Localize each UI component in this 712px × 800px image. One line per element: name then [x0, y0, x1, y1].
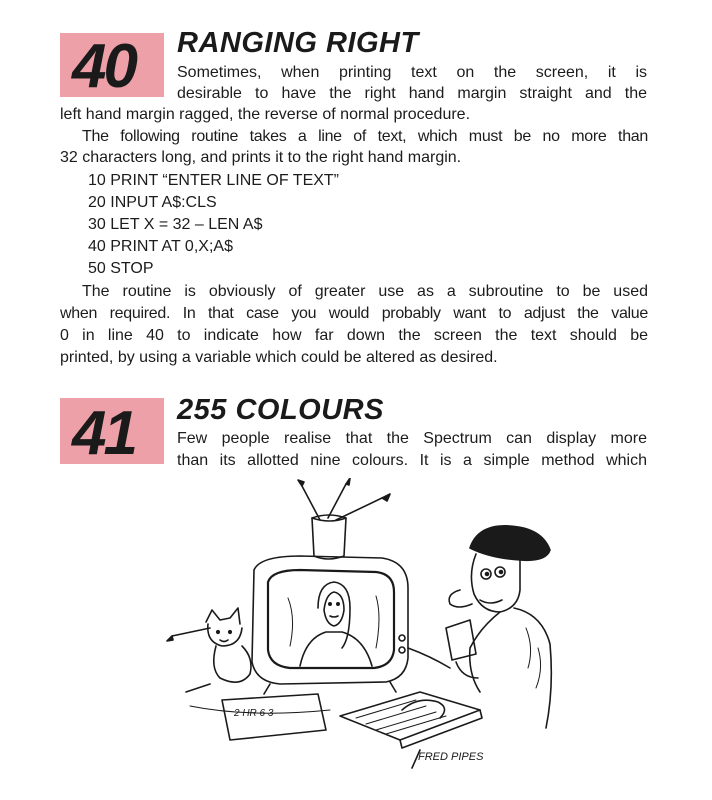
tip-41-title: 255 COLOURS	[177, 394, 384, 426]
tip-41-intro-line-1: Few people realise that the Spectrum can display more	[177, 430, 647, 447]
tip-40-intro-line-1: Sometimes, when printing text on the screen, it is	[177, 64, 647, 81]
code-line-30: 30 LET X = 32 – LEN A$	[88, 216, 263, 233]
code-line-40: 40 PRINT AT 0,X;A$	[88, 238, 233, 255]
tip-40-para3-line-4: printed, by using a variable which could be altered as desired.	[60, 349, 498, 366]
tip-40-number: 40	[72, 32, 135, 101]
artist-signature: FRED PIPES	[418, 751, 484, 763]
tip-40-para3-line-1: The routine is obviously of greater use as a subroutine to be used	[82, 283, 648, 300]
tip-40-para3-line-3: 0 in line 40 to indicate how far down the screen the text should be	[60, 327, 648, 344]
tip-40-para2-line-1: The following routine takes a line of text, which must be no more than	[82, 128, 648, 145]
cartoon-illustration	[150, 478, 570, 778]
code-line-20: 20 INPUT A$:CLS	[88, 194, 217, 211]
code-line-50: 50 STOP	[88, 260, 154, 277]
mona-lisa-icon	[288, 582, 379, 666]
keyboard-icon	[340, 692, 482, 748]
tip-40-para2-line-2: 32 characters long, and prints it to the right hand margin.	[60, 149, 462, 166]
tip-40-title: RANGING RIGHT	[177, 27, 419, 59]
tip-41-intro-line-2: than its allotted nine colours. It is a simple method which	[177, 452, 647, 469]
artist-icon	[446, 526, 551, 728]
code-line-10: 10 PRINT “ENTER LINE OF TEXT”	[88, 172, 340, 189]
tip-40-intro-line-3: left hand margin ragged, the reverse of normal procedure.	[60, 106, 471, 123]
paint-jar-icon	[298, 478, 390, 559]
tip-41-number: 41	[72, 399, 135, 468]
cat-icon	[167, 608, 251, 682]
tip-40-para3-line-2: when required. In that case you would probably want to adjust the value	[60, 305, 648, 322]
tip-40-intro-line-2: desirable to have the right hand margin straight and the	[177, 85, 647, 102]
television-icon	[252, 556, 450, 694]
sketch-note: 2 HR 6 3	[234, 708, 274, 719]
